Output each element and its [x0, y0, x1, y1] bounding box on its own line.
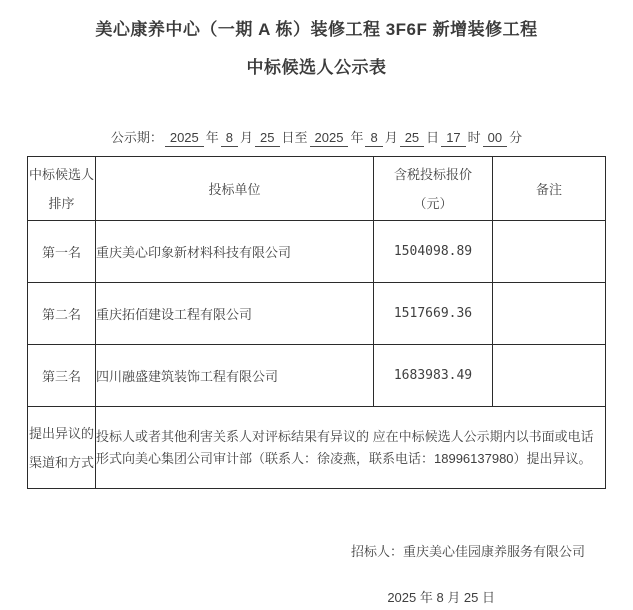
objection-label-line1: 提出异议的	[28, 425, 94, 441]
bid-candidates-table	[27, 156, 606, 489]
table-row	[28, 345, 606, 407]
bidder-cell: 重庆拓佰建设工程有限公司	[96, 283, 374, 345]
price-cell: 1517669.36	[374, 283, 493, 345]
table-row	[28, 283, 606, 345]
period-prefix: 公示期：	[110, 130, 163, 145]
period-end-month: 8	[365, 130, 382, 147]
period-start-month: 8	[221, 130, 238, 147]
page-title-line1: 美心康养中心（一期 A 栋）装修工程 3F6F 新增装修工程	[95, 20, 538, 39]
period-end-year-label: 年	[350, 130, 364, 145]
objection-row	[28, 407, 606, 489]
bidder-cell: 重庆美心印象新材料科技有限公司	[96, 221, 374, 283]
header-price	[374, 157, 493, 221]
period-start-year: 2025	[165, 130, 204, 147]
header-price-line1: 含税投标报价	[393, 166, 472, 182]
objection-label-line2: 渠道和方式	[28, 454, 94, 470]
period-end-hour: 17	[441, 130, 465, 147]
publicity-period	[0, 130, 633, 147]
bidder-cell: 四川融盛建筑装饰工程有限公司	[96, 345, 374, 407]
header-bidder: 投标单位	[96, 157, 374, 221]
period-end-hour-label: 时	[467, 130, 481, 145]
rank-cell: 第一名	[28, 221, 96, 283]
period-end-month-label: 月	[384, 130, 398, 145]
period-end-year: 2025	[310, 130, 349, 147]
document-date: 2025 年 8 月 25 日	[387, 590, 495, 605]
period-start-year-label: 年	[205, 130, 219, 145]
remark-cell	[493, 221, 606, 283]
remark-cell	[493, 283, 606, 345]
price-cell: 1683983.49	[374, 345, 493, 407]
period-start-month-label: 月	[240, 130, 254, 145]
header-rank-line2: 排序	[48, 195, 75, 211]
price-cell: 1504098.89	[374, 221, 493, 283]
header-remark: 备注	[493, 157, 606, 221]
objection-content: 投标人或者其他利害关系人对评标结果有异议的 应在中标候选人公示期内以书面或电话形式向美心集团公司审计部（联系人：徐凌燕，联系电话：18996137980）提出异议。	[96, 407, 606, 489]
header-rank-line1: 中标候选人	[28, 166, 94, 182]
tenderer-line: 招标人：重庆美心佳园康养服务有限公司	[350, 544, 585, 559]
header-rank	[28, 157, 96, 221]
period-end-day: 25	[400, 130, 424, 147]
table-row	[28, 221, 606, 283]
period-start-day-label: 日至	[281, 130, 308, 145]
period-start-day: 25	[255, 130, 279, 147]
period-end-minute-label: 分	[509, 130, 523, 145]
rank-cell: 第三名	[28, 345, 96, 407]
header-price-line2: （元）	[413, 195, 453, 211]
remark-cell	[493, 345, 606, 407]
page-title-line2: 中标候选人公示表	[246, 58, 387, 77]
period-end-minute: 00	[483, 130, 507, 147]
rank-cell: 第二名	[28, 283, 96, 345]
objection-label	[28, 407, 96, 489]
table-header-row	[28, 157, 606, 221]
period-end-day-label: 日	[426, 130, 440, 145]
